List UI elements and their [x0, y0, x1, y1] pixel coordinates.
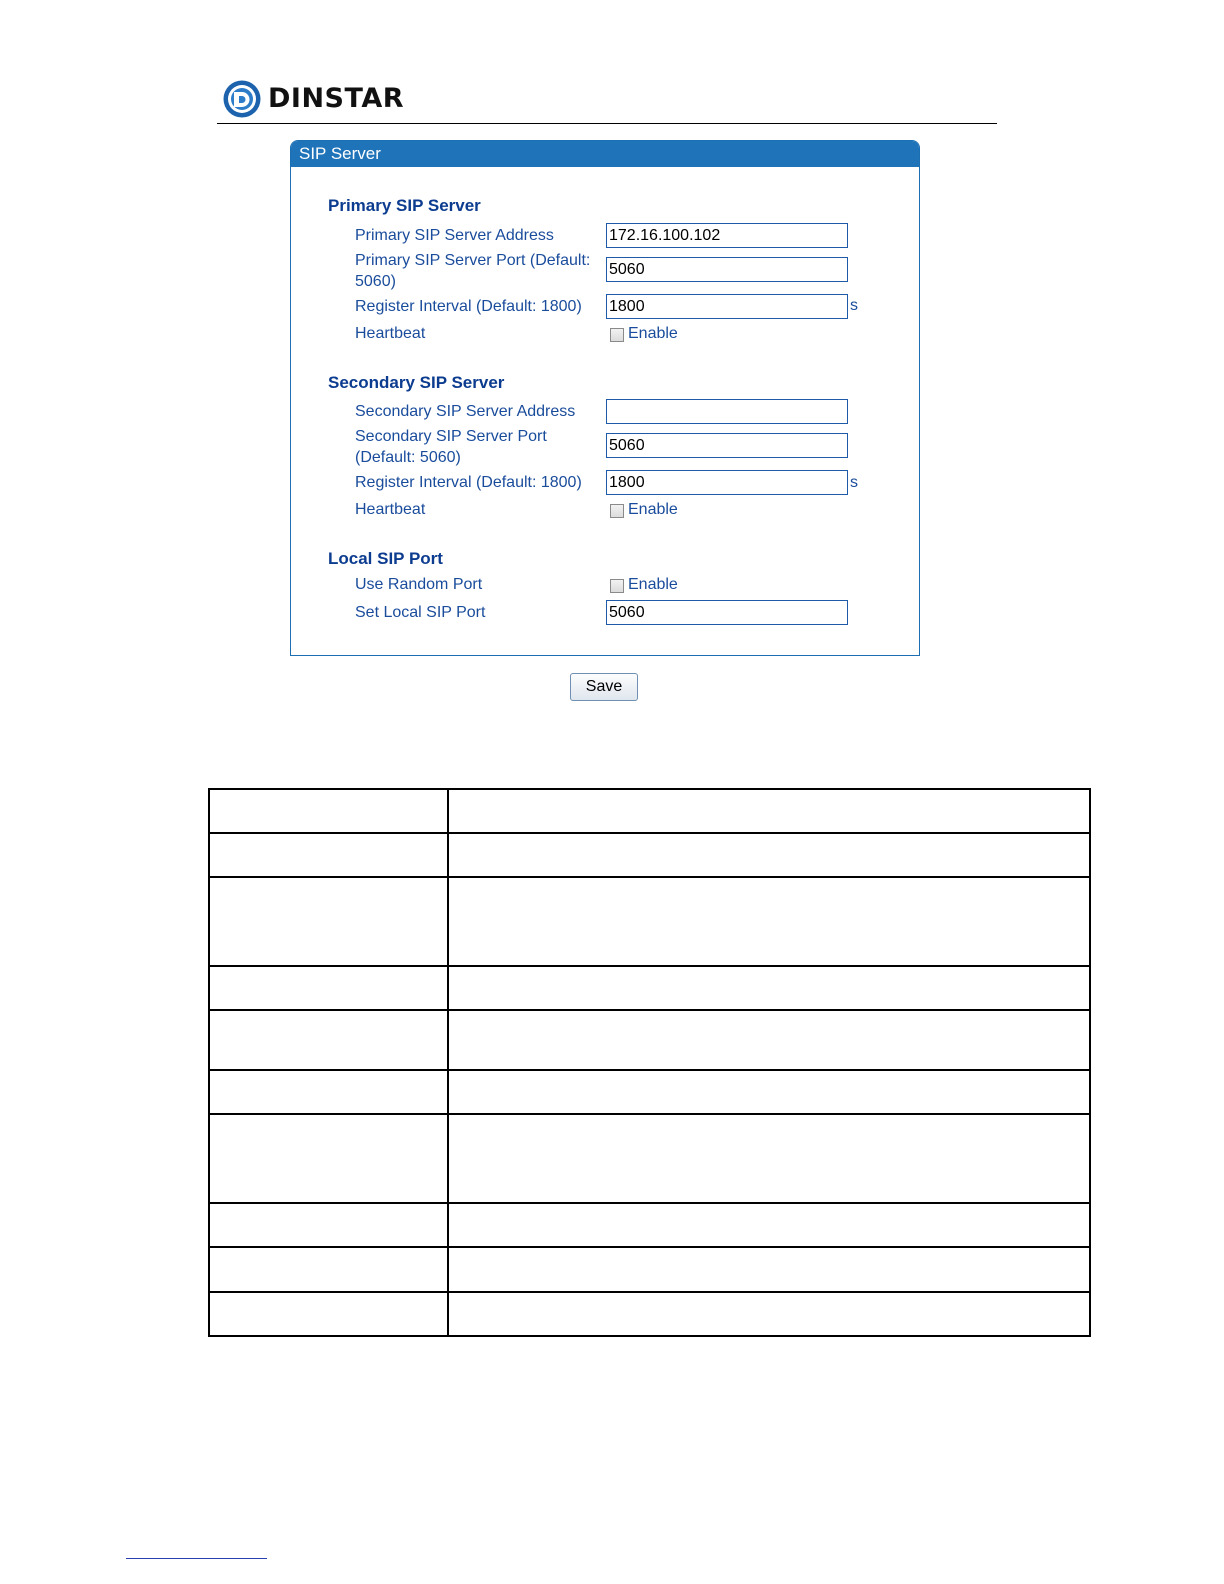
- use-random-port-enable[interactable]: [610, 577, 678, 593]
- primary-port-label-line1: Primary SIP Server Port (Default:: [355, 252, 591, 269]
- secondary-port-label-line1: Secondary SIP Server Port: [355, 428, 547, 445]
- secondary-address-label: Secondary SIP Server Address: [355, 403, 576, 420]
- table-row: [209, 1070, 1090, 1114]
- parameter-description-cell: [448, 1114, 1090, 1203]
- parameter-name-cell: [209, 1070, 448, 1114]
- panel-title: SIP Server: [291, 141, 919, 167]
- primary-port-input[interactable]: [606, 257, 848, 282]
- secondary-interval-unit: s: [850, 474, 858, 491]
- use-random-port-enable-label: Enable: [628, 576, 678, 593]
- secondary-port-label-line2: (Default: 5060): [355, 449, 461, 466]
- brand-logo: [222, 78, 404, 120]
- parameter-description-cell: [448, 1070, 1090, 1114]
- secondary-address-input[interactable]: [606, 399, 848, 424]
- table-row: [209, 789, 1090, 833]
- table-row: [209, 1114, 1090, 1203]
- primary-heartbeat-label: Heartbeat: [355, 325, 426, 342]
- parameter-description-table: [208, 788, 1091, 1337]
- primary-address-input[interactable]: [606, 223, 848, 248]
- table-row: [209, 877, 1090, 966]
- secondary-heartbeat-enable-label: Enable: [628, 501, 678, 518]
- primary-interval-label: Register Interval (Default: 1800): [355, 298, 582, 315]
- save-button[interactable]: Save: [570, 673, 638, 701]
- footer-link-underline: [126, 1558, 267, 1559]
- dinstar-logo-icon: [222, 79, 262, 119]
- primary-heartbeat-checkbox[interactable]: [610, 328, 624, 342]
- secondary-port-label: [355, 426, 547, 468]
- parameter-name-cell: [209, 966, 448, 1010]
- parameter-name-cell: [209, 1114, 448, 1203]
- primary-heartbeat-enable[interactable]: [610, 326, 678, 342]
- parameter-name-cell: [209, 1247, 448, 1292]
- parameter-description-cell: [448, 1203, 1090, 1247]
- table-row: [209, 1292, 1090, 1336]
- parameter-description-cell: [448, 833, 1090, 877]
- secondary-sip-server-heading: Secondary SIP Server: [328, 373, 505, 392]
- parameter-description-cell: [448, 877, 1090, 966]
- primary-address-label: Primary SIP Server Address: [355, 227, 554, 244]
- table-row: [209, 1247, 1090, 1292]
- secondary-interval-input[interactable]: [606, 470, 848, 495]
- parameter-name-cell: [209, 789, 448, 833]
- parameter-description-cell: [448, 1010, 1090, 1070]
- header-divider: [217, 123, 997, 124]
- secondary-heartbeat-checkbox[interactable]: [610, 504, 624, 518]
- secondary-heartbeat-label: Heartbeat: [355, 501, 426, 518]
- primary-sip-server-heading: Primary SIP Server: [328, 196, 481, 215]
- parameter-name-cell: [209, 1010, 448, 1070]
- parameter-description-cell: [448, 1247, 1090, 1292]
- local-sip-port-heading: Local SIP Port: [328, 549, 443, 568]
- primary-port-label-line2: 5060): [355, 273, 396, 290]
- secondary-heartbeat-enable[interactable]: [610, 502, 678, 518]
- primary-interval-input[interactable]: [606, 294, 848, 319]
- set-local-sip-port-label: Set Local SIP Port: [355, 604, 486, 621]
- parameter-name-cell: [209, 1203, 448, 1247]
- secondary-port-input[interactable]: [606, 433, 848, 458]
- table-row: [209, 1010, 1090, 1070]
- table-row: [209, 1203, 1090, 1247]
- parameter-description-cell: [448, 1292, 1090, 1336]
- use-random-port-checkbox[interactable]: [610, 579, 624, 593]
- primary-heartbeat-enable-label: Enable: [628, 325, 678, 342]
- primary-port-label: [355, 250, 590, 292]
- secondary-interval-label: Register Interval (Default: 1800): [355, 474, 582, 491]
- parameter-name-cell: [209, 833, 448, 877]
- use-random-port-label: Use Random Port: [355, 576, 483, 593]
- table-row: [209, 833, 1090, 877]
- parameter-description-cell: [448, 966, 1090, 1010]
- sip-server-panel: [290, 140, 920, 656]
- parameter-name-cell: [209, 1292, 448, 1336]
- parameter-name-cell: [209, 877, 448, 966]
- primary-interval-unit: s: [850, 297, 858, 314]
- brand-name: DINSTAR: [268, 83, 405, 114]
- set-local-sip-port-input[interactable]: [606, 600, 848, 625]
- table-row: [209, 966, 1090, 1010]
- parameter-description-cell: [448, 789, 1090, 833]
